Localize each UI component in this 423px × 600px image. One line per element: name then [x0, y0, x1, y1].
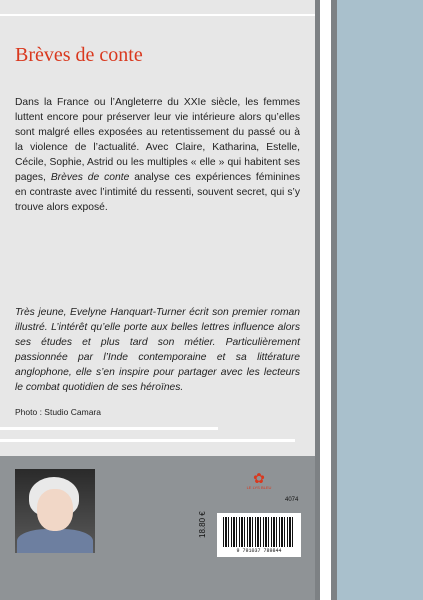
decorative-bar — [0, 427, 218, 430]
top-divider — [0, 14, 315, 16]
synopsis-paragraph: Dans la France ou l’Angleterre du XXIe siècle, les femmes luttent encore pour préserver leur vie intérieure alors qu’elles sont malgré elles exposées au retentissement du passé ou à la violence de l’actualité. Avec Claire, Katharina, Estelle, Cécile, Sophie, Astrid ou les multiples « elle » qui habitent ses pages, Brèves de conte analyse ces expériences féminines en contraste avec l’intimité du ressenti, souvent secret, qui s’y trouve alors exposé. — [15, 97, 300, 213]
book-code: 4074 — [285, 497, 299, 503]
barcode — [217, 513, 301, 557]
lys-flower-icon: ✿ — [253, 470, 265, 486]
front-cover-edge — [337, 0, 423, 600]
section-title-breves: Brèves de conte — [15, 44, 143, 66]
price-label: 18.80 € — [198, 511, 207, 538]
spine-stripe — [315, 0, 320, 600]
author-paragraph: Très jeune, Evelyne Hanquart-Turner écrit son premier roman illustré. L’intérêt qu’elle porte aux belles lettres influence alors ses études et plus tard son métier. Particulièrement passionnée par l’Inde contemporaine et sa littérature anglophone, elle s’en inspire pour partager avec les lecteurs le combat quotidien de ses héroïnes. — [15, 307, 300, 393]
publisher-logo: ✿ LE LYS BLEU — [244, 471, 274, 490]
decorative-bar — [0, 439, 295, 442]
photo-credit: Photo : Studio Camara — [15, 407, 101, 417]
author-photo — [15, 469, 95, 553]
barcode-number: 9 791037 789844 — [236, 548, 282, 554]
barcode-bars — [223, 517, 295, 547]
